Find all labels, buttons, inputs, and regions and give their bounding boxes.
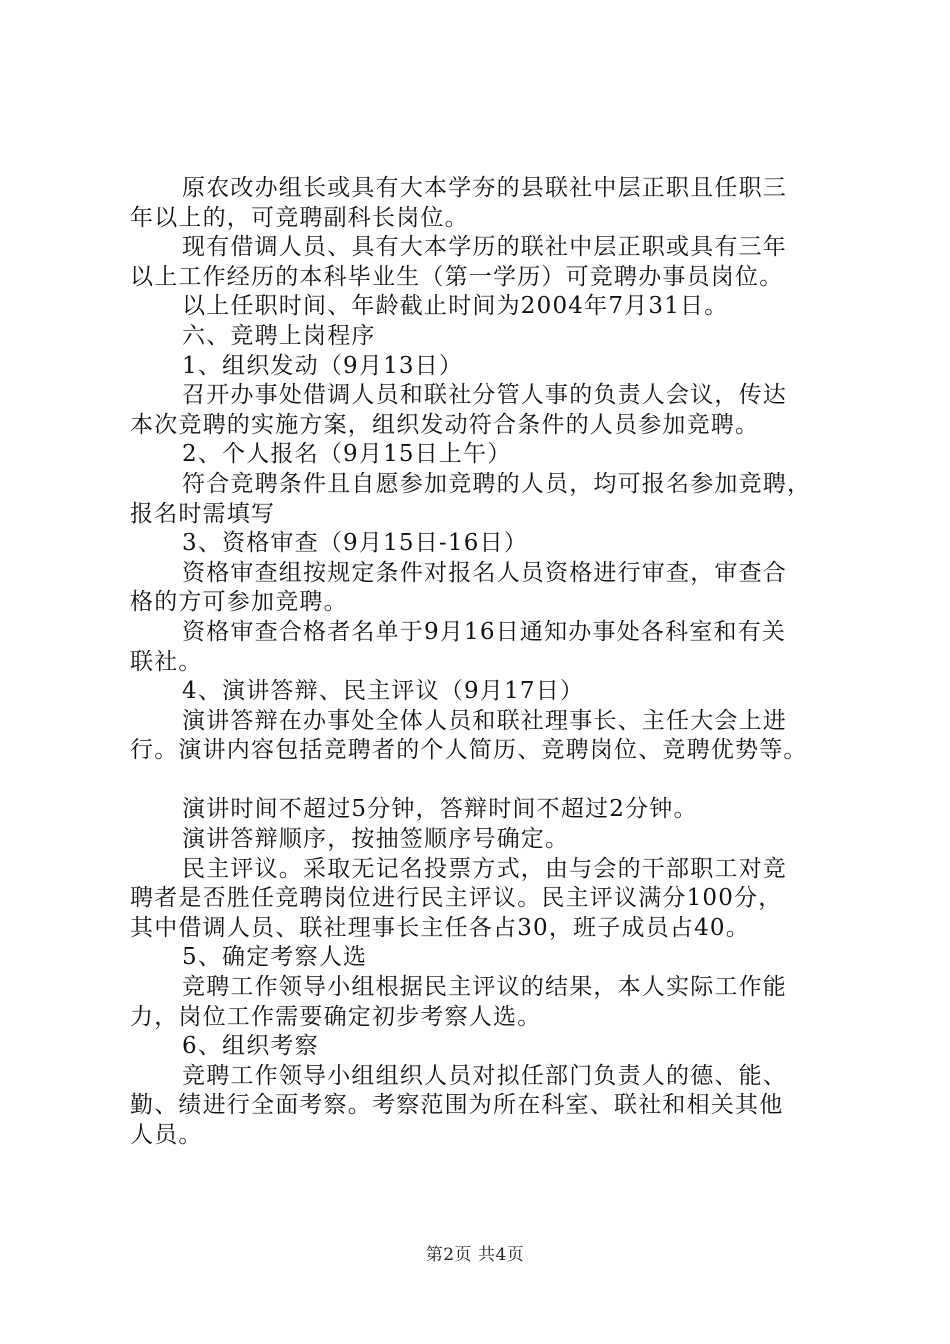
paragraph-line: 竞聘工作领导小组组织人员对拟任部门负责人的德、能、 bbox=[182, 1062, 787, 1089]
paragraph-line: 其中借调人员、联社理事长主任各占30，班子成员占40。 bbox=[130, 914, 750, 941]
page-number-footer: 第2页 共4页 bbox=[425, 1245, 525, 1265]
paragraph-line: 人员。 bbox=[130, 1122, 203, 1148]
paragraph-line: 资格审查组按规定条件对报名人员资格进行审查，审查合 bbox=[182, 559, 787, 586]
paragraph-line: 民主评议。采取无记名投票方式，由与会的干部职工对竞 bbox=[182, 855, 787, 882]
paragraph-line: 本次竞聘的实施方案，组织发动符合条件的人员参加竞聘。 bbox=[130, 411, 760, 438]
paragraph-line: 联社。 bbox=[130, 648, 203, 675]
step-heading: 1、组织发动（9月13日） bbox=[182, 352, 464, 379]
step-heading: 6、组织考察 bbox=[182, 1033, 319, 1060]
paragraph-line: 聘者是否胜任竞聘岗位进行民主评议。民主评议满分100分， bbox=[130, 885, 783, 912]
section-heading: 六、竞聘上岗程序 bbox=[182, 322, 376, 349]
paragraph-line: 召开办事处借调人员和联社分管人事的负责人会议，传达 bbox=[182, 382, 787, 409]
step-heading: 5、确定考察人选 bbox=[182, 944, 368, 971]
document-body bbox=[130, 174, 830, 1151]
blank-line bbox=[130, 766, 830, 796]
paragraph-line: 竞聘工作领导小组根据民主评议的结果，本人实际工作能 bbox=[182, 974, 787, 1001]
step-heading: 2、个人报名（9月15日上午） bbox=[182, 441, 512, 468]
paragraph-line: 年以上的，可竞聘副科长岗位。 bbox=[130, 204, 469, 231]
paragraph-line: 行。演讲内容包括竞聘者的个人简历、竞聘岗位、竞聘优势等。 bbox=[130, 737, 808, 764]
paragraph-line: 勤、绩进行全面考察。考察范围为所在科室、联社和相关其他 bbox=[130, 1092, 784, 1119]
paragraph-line: 资格审查合格者名单于9月16日通知办事处各科室和有关 bbox=[182, 618, 787, 645]
paragraph-line: 演讲答辩顺序，按抽签顺序号确定。 bbox=[182, 826, 570, 853]
paragraph-line: 力，岗位工作需要确定初步考察人选。 bbox=[130, 1003, 542, 1030]
paragraph-line: 以上任职时间、年龄截止时间为2004年7月31日。 bbox=[182, 293, 729, 320]
step-heading: 4、演讲答辩、民主评议（9月17日） bbox=[182, 678, 585, 705]
paragraph-line: 演讲时间不超过5分钟，答辩时间不超过2分钟。 bbox=[182, 796, 698, 823]
paragraph-line: 格的方可参加竞聘。 bbox=[130, 589, 348, 616]
paragraph-line: 原农改办组长或具有大本学夯的县联社中层正职且任职三 bbox=[182, 175, 787, 201]
paragraph-line: 符合竞聘条件且自愿参加竞聘的人员，均可报名参加竞聘， bbox=[182, 470, 812, 497]
step-heading: 3、资格审查（9月15日-16日） bbox=[182, 530, 528, 557]
paragraph-line: 报名时需填写 bbox=[130, 500, 276, 527]
paragraph-line: 现有借调人员、具有大本学历的联社中层正职或具有三年 bbox=[182, 234, 787, 261]
paragraph-line: 以上工作经历的本科毕业生（第一学历）可竞聘办事员岗位。 bbox=[130, 263, 784, 290]
paragraph-line: 演讲答辩在办事处全体人员和联社理事长、主任大会上进 bbox=[182, 707, 787, 734]
